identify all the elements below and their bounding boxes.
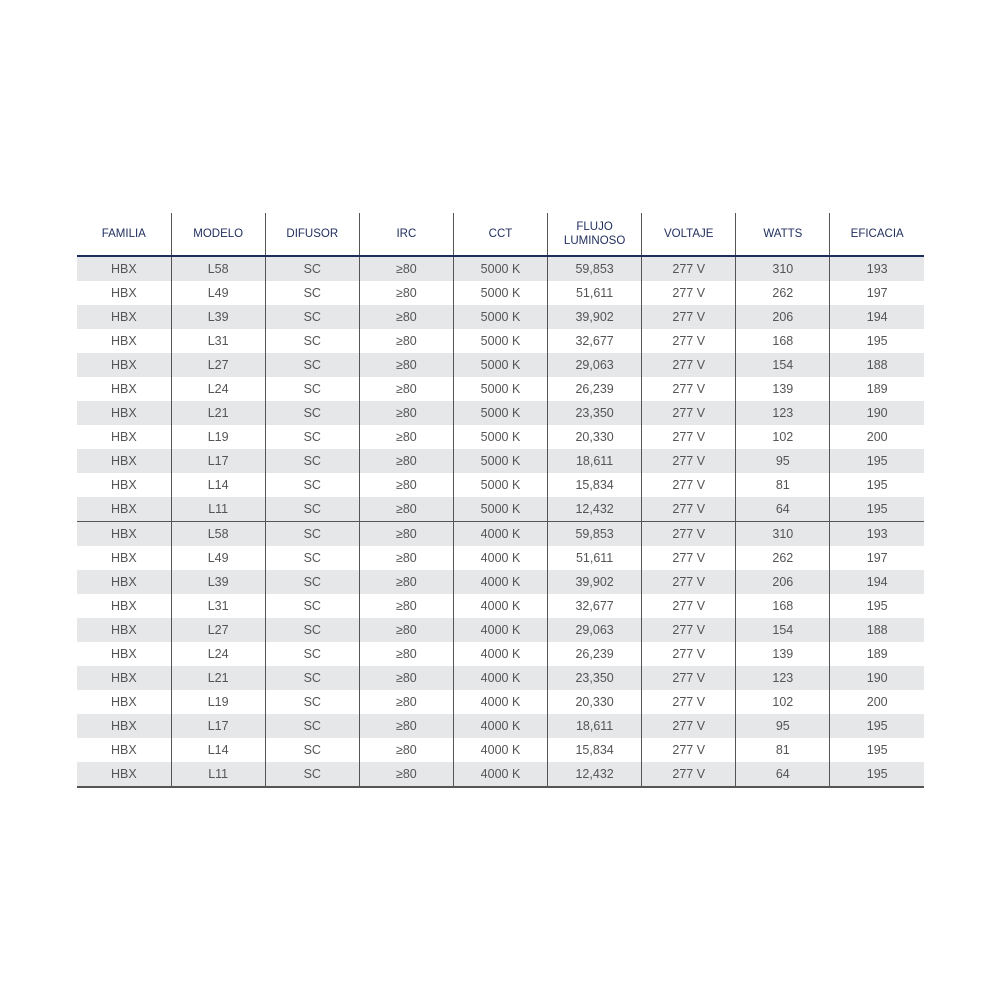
cell-modelo: L27 <box>171 353 265 377</box>
header-flujo-luminoso: FLUJO LUMINOSO <box>548 213 642 256</box>
cell-cct: 4000 K <box>453 762 547 787</box>
cell-difusor: SC <box>265 305 359 329</box>
cell-voltaje: 277 V <box>642 738 736 762</box>
header-watts: WATTS <box>736 213 830 256</box>
table-row <box>77 305 924 329</box>
header-row <box>77 213 924 256</box>
cell-irc: ≥80 <box>359 425 453 449</box>
cell-eficacia: 195 <box>830 449 924 473</box>
cell-familia: HBX <box>110 743 137 757</box>
cell-flujo: 29,063 <box>548 618 642 642</box>
cell-voltaje: 277 V <box>642 329 736 353</box>
cell-flujo: 29,063 <box>548 353 642 377</box>
cell-familia: HBX <box>77 570 171 594</box>
table-row <box>77 714 924 738</box>
cell-modelo: L49 <box>171 546 265 570</box>
cell-familia: HBX <box>77 762 171 787</box>
cell-watts: 81 <box>736 473 830 497</box>
cell-eficacia: 188 <box>830 618 924 642</box>
cell-cct: 5000 K <box>453 425 547 449</box>
cell-modelo: L24 <box>171 377 265 401</box>
cell-irc: ≥80 <box>359 714 453 738</box>
cell-irc: ≥80 <box>359 546 453 570</box>
cell-cct: 5000 K <box>453 281 547 305</box>
cell-familia: HBX <box>110 695 137 709</box>
cell-cct: 4000 K <box>453 546 547 570</box>
cell-voltaje: 277 V <box>642 618 736 642</box>
cell-watts: 123 <box>736 401 830 425</box>
cell-watts: 95 <box>736 714 830 738</box>
cell-voltaje: 277 V <box>642 570 736 594</box>
cell-flujo: 39,902 <box>548 305 642 329</box>
cell-familia: HBX <box>110 599 137 613</box>
cell-difusor: SC <box>265 353 359 377</box>
cell-modelo: L24 <box>171 642 265 666</box>
cell-modelo: L19 <box>171 425 265 449</box>
cell-familia: HBX <box>110 334 137 348</box>
cell-irc: ≥80 <box>359 762 453 787</box>
cell-familia: HBX <box>77 714 171 738</box>
cell-eficacia: 195 <box>830 762 924 787</box>
cell-difusor: SC <box>265 546 359 570</box>
cell-difusor: SC <box>265 714 359 738</box>
cell-cct: 4000 K <box>453 738 547 762</box>
cell-difusor: SC <box>265 281 359 305</box>
cell-watts: 139 <box>736 377 830 401</box>
cell-watts: 154 <box>736 618 830 642</box>
cell-eficacia: 195 <box>830 738 924 762</box>
table-row <box>77 329 924 353</box>
cell-irc: ≥80 <box>359 401 453 425</box>
cell-irc: ≥80 <box>359 594 453 618</box>
cell-cct: 4000 K <box>453 570 547 594</box>
cell-difusor: SC <box>265 690 359 714</box>
table-row <box>77 690 924 714</box>
cell-irc: ≥80 <box>359 329 453 353</box>
cell-eficacia: 188 <box>830 353 924 377</box>
cell-cct: 4000 K <box>453 522 547 547</box>
cell-watts: 64 <box>736 762 830 787</box>
cell-voltaje: 277 V <box>642 546 736 570</box>
table-row <box>77 570 924 594</box>
cell-cct: 5000 K <box>453 497 547 522</box>
header-eficacia: EFICACIA <box>830 213 924 256</box>
cell-flujo: 32,677 <box>548 594 642 618</box>
cell-familia: HBX <box>110 382 137 396</box>
cell-eficacia: 195 <box>830 473 924 497</box>
cell-eficacia: 195 <box>830 329 924 353</box>
table-row <box>77 353 924 377</box>
cell-watts: 206 <box>736 570 830 594</box>
cell-flujo: 59,853 <box>548 522 642 547</box>
cell-familia: HBX <box>77 353 171 377</box>
cell-flujo: 15,834 <box>548 738 642 762</box>
cell-flujo: 18,611 <box>548 714 642 738</box>
cell-voltaje: 277 V <box>642 762 736 787</box>
cell-irc: ≥80 <box>359 377 453 401</box>
cell-flujo: 26,239 <box>548 642 642 666</box>
table-row <box>77 425 924 449</box>
cell-eficacia: 193 <box>830 256 924 281</box>
cell-modelo: L21 <box>171 401 265 425</box>
cell-voltaje: 277 V <box>642 377 736 401</box>
cell-watts: 95 <box>736 449 830 473</box>
cell-cct: 5000 K <box>453 377 547 401</box>
cell-modelo: L14 <box>171 473 265 497</box>
cell-modelo: L21 <box>171 666 265 690</box>
cell-cct: 4000 K <box>453 714 547 738</box>
header-difusor: DIFUSOR <box>265 213 359 256</box>
table-row <box>77 738 924 762</box>
cell-modelo: L11 <box>171 497 265 522</box>
cell-cct: 4000 K <box>453 618 547 642</box>
table-row <box>77 666 924 690</box>
cell-familia: HBX <box>110 286 137 300</box>
cell-familia: HBX <box>77 618 171 642</box>
cell-difusor: SC <box>265 642 359 666</box>
cell-voltaje: 277 V <box>642 353 736 377</box>
cell-familia: HBX <box>77 666 171 690</box>
cell-watts: 168 <box>736 329 830 353</box>
cell-eficacia: 200 <box>830 425 924 449</box>
cell-cct: 4000 K <box>453 642 547 666</box>
cell-familia: HBX <box>77 256 171 281</box>
cell-irc: ≥80 <box>359 570 453 594</box>
table-row <box>77 618 924 642</box>
header-voltaje: VOLTAJE <box>642 213 736 256</box>
table-header <box>77 213 924 256</box>
table-row <box>77 449 924 473</box>
cell-cct: 5000 K <box>453 353 547 377</box>
table-row <box>77 256 924 281</box>
cell-voltaje: 277 V <box>642 473 736 497</box>
cell-familia: HBX <box>110 647 137 661</box>
cell-irc: ≥80 <box>359 281 453 305</box>
cell-modelo: L58 <box>171 522 265 547</box>
cell-irc: ≥80 <box>359 305 453 329</box>
cell-eficacia: 194 <box>830 570 924 594</box>
cell-familia: HBX <box>110 551 137 565</box>
cell-voltaje: 277 V <box>642 425 736 449</box>
cell-difusor: SC <box>265 256 359 281</box>
cell-difusor: SC <box>265 473 359 497</box>
cell-voltaje: 277 V <box>642 497 736 522</box>
cell-eficacia: 197 <box>830 281 924 305</box>
cell-watts: 64 <box>736 497 830 522</box>
cell-flujo: 20,330 <box>548 425 642 449</box>
cell-irc: ≥80 <box>359 690 453 714</box>
table-row <box>77 377 924 401</box>
cell-modelo: L31 <box>171 594 265 618</box>
cell-flujo: 51,611 <box>548 281 642 305</box>
header-cct: CCT <box>453 213 547 256</box>
cell-watts: 81 <box>736 738 830 762</box>
cell-flujo: 32,677 <box>548 329 642 353</box>
cell-watts: 168 <box>736 594 830 618</box>
cell-familia: HBX <box>77 497 171 522</box>
table-row <box>77 401 924 425</box>
cell-difusor: SC <box>265 738 359 762</box>
cell-voltaje: 277 V <box>642 305 736 329</box>
cell-difusor: SC <box>265 497 359 522</box>
cell-familia: HBX <box>77 522 171 547</box>
cell-cct: 5000 K <box>453 473 547 497</box>
cell-eficacia: 195 <box>830 497 924 522</box>
cell-flujo: 12,432 <box>548 762 642 787</box>
cell-eficacia: 195 <box>830 594 924 618</box>
spec-table <box>77 213 924 788</box>
cell-flujo: 39,902 <box>548 570 642 594</box>
cell-irc: ≥80 <box>359 256 453 281</box>
cell-flujo: 15,834 <box>548 473 642 497</box>
cell-modelo: L11 <box>171 762 265 787</box>
table-body <box>77 256 924 787</box>
cell-modelo: L14 <box>171 738 265 762</box>
cell-irc: ≥80 <box>359 497 453 522</box>
cell-flujo: 12,432 <box>548 497 642 522</box>
cell-difusor: SC <box>265 329 359 353</box>
table-row <box>77 473 924 497</box>
cell-irc: ≥80 <box>359 642 453 666</box>
cell-eficacia: 189 <box>830 642 924 666</box>
cell-cct: 4000 K <box>453 594 547 618</box>
cell-flujo: 51,611 <box>548 546 642 570</box>
cell-irc: ≥80 <box>359 522 453 547</box>
cell-familia: HBX <box>110 430 137 444</box>
table-row <box>77 522 924 547</box>
cell-eficacia: 195 <box>830 714 924 738</box>
cell-irc: ≥80 <box>359 738 453 762</box>
header-familia: FAMILIA <box>77 213 171 256</box>
cell-familia: HBX <box>77 401 171 425</box>
header-modelo: MODELO <box>171 213 265 256</box>
cell-voltaje: 277 V <box>642 666 736 690</box>
cell-cct: 4000 K <box>453 690 547 714</box>
cell-watts: 310 <box>736 256 830 281</box>
cell-flujo: 23,350 <box>548 666 642 690</box>
cell-cct: 5000 K <box>453 401 547 425</box>
cell-eficacia: 197 <box>830 546 924 570</box>
cell-watts: 310 <box>736 522 830 547</box>
cell-voltaje: 277 V <box>642 256 736 281</box>
cell-eficacia: 190 <box>830 666 924 690</box>
cell-modelo: L39 <box>171 305 265 329</box>
cell-eficacia: 189 <box>830 377 924 401</box>
table-row <box>77 594 924 618</box>
cell-difusor: SC <box>265 377 359 401</box>
cell-familia: HBX <box>77 449 171 473</box>
cell-familia: HBX <box>77 305 171 329</box>
cell-flujo: 23,350 <box>548 401 642 425</box>
table-row <box>77 762 924 787</box>
cell-irc: ≥80 <box>359 449 453 473</box>
table-row <box>77 546 924 570</box>
cell-watts: 206 <box>736 305 830 329</box>
cell-difusor: SC <box>265 618 359 642</box>
cell-irc: ≥80 <box>359 473 453 497</box>
header-irc: IRC <box>359 213 453 256</box>
cell-difusor: SC <box>265 666 359 690</box>
cell-voltaje: 277 V <box>642 522 736 547</box>
cell-modelo: L49 <box>171 281 265 305</box>
table-row <box>77 642 924 666</box>
cell-voltaje: 277 V <box>642 401 736 425</box>
cell-modelo: L17 <box>171 714 265 738</box>
cell-difusor: SC <box>265 522 359 547</box>
cell-difusor: SC <box>265 762 359 787</box>
cell-flujo: 26,239 <box>548 377 642 401</box>
cell-cct: 5000 K <box>453 305 547 329</box>
cell-irc: ≥80 <box>359 666 453 690</box>
table-row <box>77 497 924 522</box>
cell-eficacia: 193 <box>830 522 924 547</box>
cell-modelo: L31 <box>171 329 265 353</box>
cell-watts: 262 <box>736 281 830 305</box>
cell-watts: 262 <box>736 546 830 570</box>
table-row <box>77 281 924 305</box>
cell-voltaje: 277 V <box>642 449 736 473</box>
cell-difusor: SC <box>265 570 359 594</box>
cell-difusor: SC <box>265 425 359 449</box>
cell-flujo: 20,330 <box>548 690 642 714</box>
cell-cct: 5000 K <box>453 256 547 281</box>
cell-voltaje: 277 V <box>642 281 736 305</box>
cell-modelo: L58 <box>171 256 265 281</box>
cell-watts: 102 <box>736 425 830 449</box>
cell-voltaje: 277 V <box>642 642 736 666</box>
cell-flujo: 59,853 <box>548 256 642 281</box>
cell-eficacia: 190 <box>830 401 924 425</box>
cell-cct: 4000 K <box>453 666 547 690</box>
cell-modelo: L19 <box>171 690 265 714</box>
cell-watts: 139 <box>736 642 830 666</box>
cell-familia: HBX <box>110 478 137 492</box>
cell-voltaje: 277 V <box>642 690 736 714</box>
cell-cct: 5000 K <box>453 449 547 473</box>
cell-watts: 154 <box>736 353 830 377</box>
cell-irc: ≥80 <box>359 618 453 642</box>
cell-irc: ≥80 <box>359 353 453 377</box>
cell-difusor: SC <box>265 594 359 618</box>
cell-difusor: SC <box>265 401 359 425</box>
cell-watts: 102 <box>736 690 830 714</box>
cell-eficacia: 200 <box>830 690 924 714</box>
cell-watts: 123 <box>736 666 830 690</box>
cell-modelo: L27 <box>171 618 265 642</box>
cell-difusor: SC <box>265 449 359 473</box>
cell-modelo: L39 <box>171 570 265 594</box>
cell-voltaje: 277 V <box>642 714 736 738</box>
cell-modelo: L17 <box>171 449 265 473</box>
cell-eficacia: 194 <box>830 305 924 329</box>
cell-flujo: 18,611 <box>548 449 642 473</box>
cell-cct: 5000 K <box>453 329 547 353</box>
cell-voltaje: 277 V <box>642 594 736 618</box>
